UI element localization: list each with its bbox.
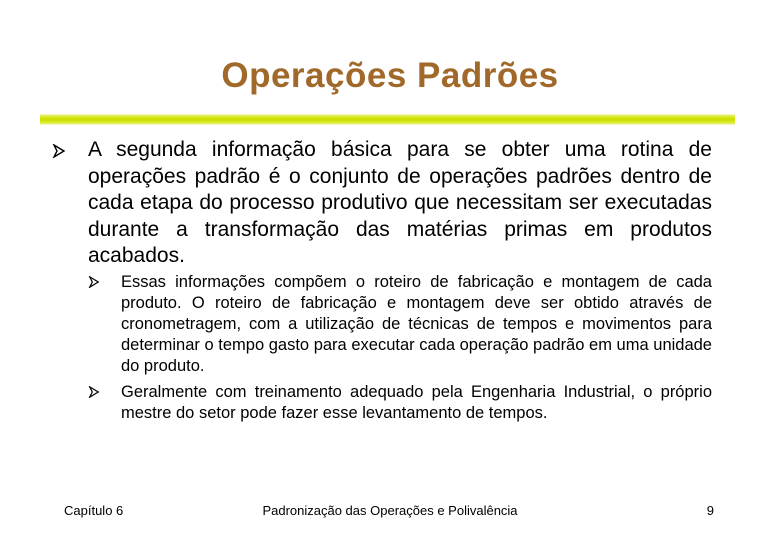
arrow-bullet-icon [88,386,100,398]
slide-title: Operações Padrões [221,56,559,95]
footer-page-number: 9 [706,503,714,518]
sub-bullet-text: Essas informações compõem o roteiro de fabricação e montagem de cada produto. O roteiro de fabricação e montagem deve ser obtido através de cronometragem, com a utilização de técnicas de tempos e movimentos para determinar o tempo gasto para executar cada operação padrão em uma unidade do produto. [121,273,712,375]
sub-bullet-text: Geralmente com treinamento adequado pela Engenharia Industrial, o próprio mestre do setor pode fazer esse levantamento de tempos. [121,383,712,422]
main-bullet-text: A segunda informação básica para se obter uma rotina de operações padrão é o conjunto de operações padrões dentro de cada etapa do processo produtivo que necessitam ser executadas durante a transformação das matérias primas em produtos acabados. [88,138,712,267]
arrow-bullet-icon [88,276,100,288]
title-underline [40,114,735,126]
footer-chapter: Capítulo 6 [64,503,124,518]
arrow-bullet-icon [52,144,66,158]
footer-topic: Padronização das Operações e Polivalência [262,503,518,518]
